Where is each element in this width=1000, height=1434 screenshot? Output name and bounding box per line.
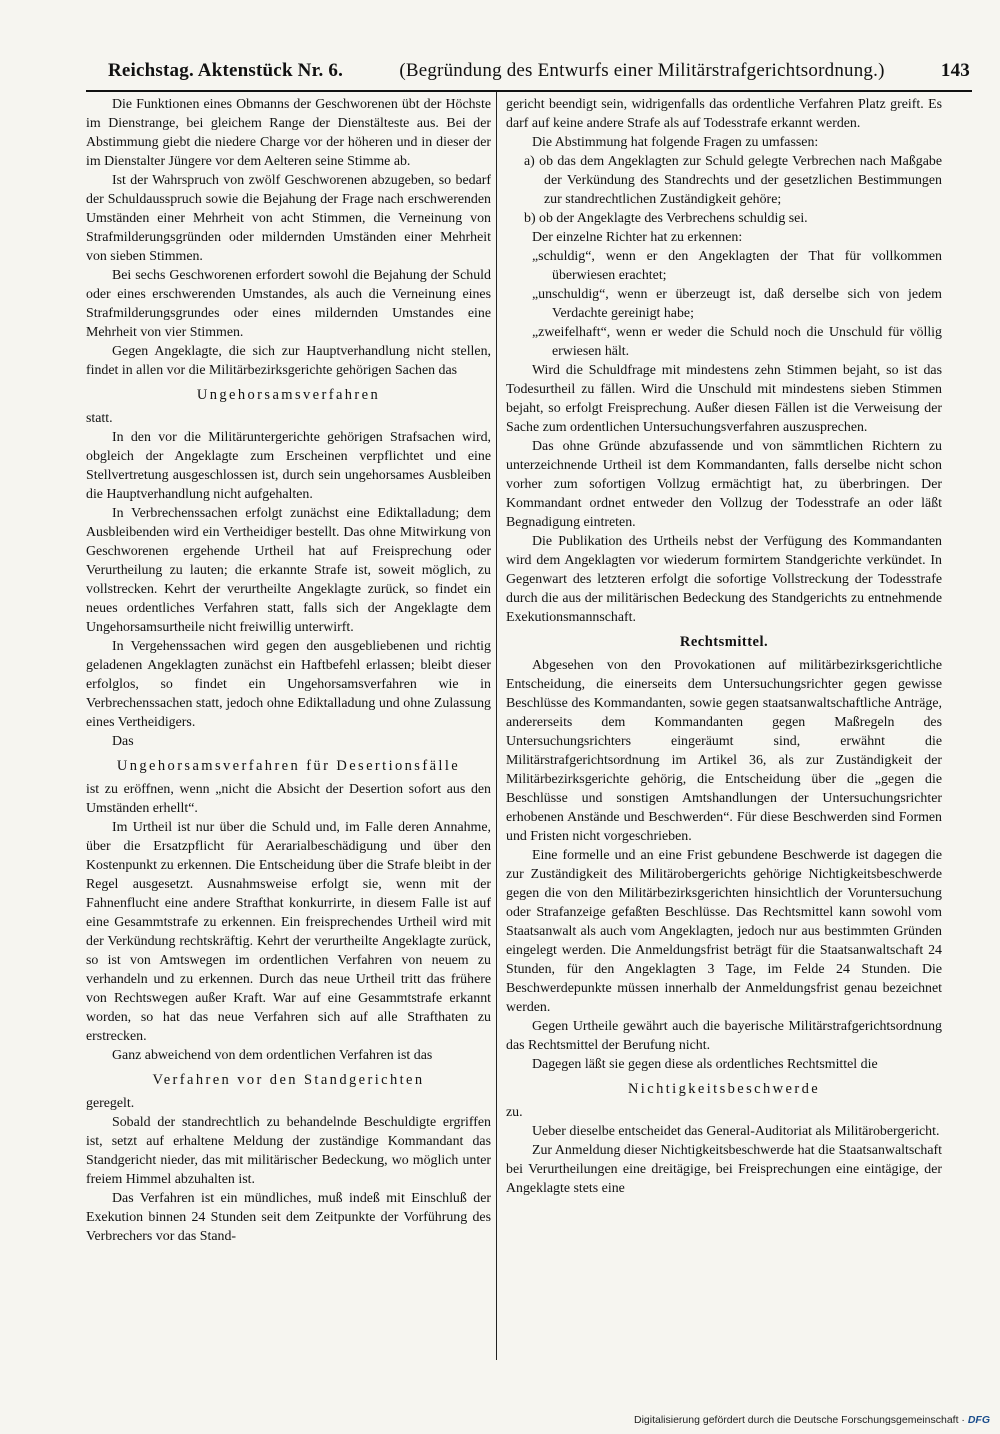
- dfg-logo: DFG: [967, 1414, 990, 1426]
- paragraph: Bei sechs Geschworenen erfordert sowohl die Bejahung der Schuld oder eines erschwerenden Umstandes, als auch die Verneinung eines Strafmilderungsgrundes oder eines mildernden Umstandes eine Mehrheit von vier Stimmen.: [86, 268, 491, 340]
- footer: [634, 1414, 990, 1426]
- paragraph: Gegen Urtheile gewährt auch die bayerische Militärstrafgerichtsordnung das Rechtsmittel der Berufung nicht.: [506, 1019, 942, 1053]
- paragraph: Die Publikation des Urtheils nebst der Verfügung des Kommandanten wird dem Angeklagten vor wiederum formirtem Standgerichte verkündet. In Gegenwart des letzteren erfolgt die sofortige Vollstreckung der Todesstrafe durch die aus der militärischen Bedeckung des Standgerichts zu entnehmende Exekutionsmannschaft.: [506, 534, 942, 625]
- left-column: [86, 95, 491, 1246]
- paragraph: zu.: [506, 1105, 523, 1120]
- paragraph: Der einzelne Richter hat zu erkennen:: [532, 230, 743, 245]
- paragraph: Die Funktionen eines Obmanns der Geschworenen übt der Höchste im Dienstrange, bei gleichem Range der Dienstälteste aus. Bei der Abstimmung giebt die niedere Charge vor der höheren und in dieser der im Dienstalter Jüngere vor dem Aelteren seine Stimme ab.: [86, 97, 491, 169]
- header-subtitle: (Begründung des Entwurfs einer Militärstrafgerichtsordnung.): [399, 60, 885, 81]
- paragraph: ist zu eröffnen, wenn „nicht die Absicht der Desertion sofort aus den Umständen erhellt“.: [86, 782, 491, 816]
- paragraph: Das ohne Gründe abzufassende und von sämmtlichen Richtern zu unterzeichnende Urtheil ist dem Kommandanten, falls derselbe nicht schon vorher zum sofortigen Vollzug ermächtigt hat, zu überbringen. Der Kommandant ordnet entweder den Vollzug der Todesstrafe an oder läßt Begnadigung eintreten.: [506, 439, 942, 530]
- section-heading: Nichtigkeitsbeschwerde: [627, 1081, 821, 1097]
- paragraph: Abgesehen von den Provokationen auf militärbezirksgerichtliche Entscheidung, die einerseits dem Untersuchungsrichter gegen gewisse Beschlüsse des Kommandanten, sowie gegen staatsanwaltschaftliche Anträge, andererseits dem Kommandanten gegen Maßregeln des Untersuchungsrichters eingeräumt sind, erwähnt die Militärstrafgerichtsordnung im Artikel 36, als zur Zuständigkeit der Militärbezirksgerichte gehörig, die Entscheidung über die „gegen die Beschlüsse und sonstigen Amtshandlungen der Untersuchungsrichter erhobenen Anstände und Beschwerden“. Für diese Beschwerden sind Formen und Fristen nicht vorgeschrieben.: [506, 658, 942, 844]
- list-item: „zweifelhaft“, wenn er weder die Schuld noch die Unschuld für völlig erwiesen hält.: [532, 325, 942, 359]
- paragraph: Zur Anmeldung dieser Nichtigkeitsbeschwerde hat die Staatsanwaltschaft bei Verurtheilungen eine dreitägige, bei Freisprechungen eine eintägige, der Angeklagte stets eine: [506, 1143, 942, 1196]
- paragraph: Das Verfahren ist ein mündliches, muß indeß mit Einschluß der Exekution binnen 24 Stunden seit dem Zeitpunkte der Vorführung des Verbrechers vor das Stand-: [86, 1191, 491, 1244]
- paragraph: Eine formelle und an eine Frist gebundene Beschwerde ist dagegen die zur Zuständigkeit des Militärobergerichts gehörige Nichtigkeitsbeschwerde gegen die von den Militärbezirksgerichten hinsichtlich der Voruntersuchung oder Strafanzeige gefaßten Beschlüsse. Das Rechtsmittel kann sowohl vom Staatsanwalt als auch vom Angeklagten, jedoch nur aus bestimmten Gründen eingelegt werden. Die Anmeldungsfrist beträgt für die Staatsanwaltschaft 24 Stunden, für den Angeklagten 3 Tage, im Felde 24 Stunden. Die Beschwerdepunkte müssen innerhalb der Anmeldungsfrist genau bezeichnet werden.: [506, 848, 942, 1015]
- list-item: b) ob der Angeklagte des Verbrechens schuldig sei.: [524, 211, 808, 226]
- paragraph: In Vergehenssachen wird gegen den ausgebliebenen und richtig geladenen Angeklagten zunächst ein Haftbefehl erlassen; bleibt dieser erfolglos, so findet ein Ungehorsamsverfahren wie in Verbrechenssachen statt, jedoch ohne Ediktalladung und ohne Zulassung eines Vertheidigers.: [86, 639, 491, 730]
- section-heading: Rechtsmittel.: [679, 634, 769, 650]
- page-header: [108, 60, 970, 90]
- paragraph: Ueber dieselbe entscheidet das General-Auditoriat als Militärobergericht.: [532, 1124, 940, 1139]
- list-item: „unschuldig“, wenn er überzeugt ist, daß derselbe sich von jedem Verdachte gereinigt habe;: [532, 287, 942, 321]
- section-heading: Verfahren vor den Standgerichten: [152, 1072, 425, 1088]
- header-rule: [86, 90, 972, 92]
- paragraph: Sobald der standrechtlich zu behandelnde Beschuldigte ergriffen ist, setzt auf erhaltene Meldung der zuständige Kommandant das Standgericht nieder, das mit militärischer Bedeckung, wo möglich unter freiem Himmel abzuhalten ist.: [86, 1115, 491, 1187]
- paragraph: Gegen Angeklagte, die sich zur Hauptverhandlung nicht stellen, findet in allen vor die Militärbezirksgerichte gehörigen Sachen das: [86, 344, 491, 378]
- paragraph: Das: [112, 734, 134, 749]
- list-item: a) ob das dem Angeklagten zur Schuld gelegte Verbrechen nach Maßgabe der Verkündung des Standrechts und der gesetzlichen Bestimmungen zur standrechtlichen Zuständigkeit gehöre;: [524, 154, 942, 207]
- paragraph: Ist der Wahrspruch von zwölf Geschworenen abzugeben, so bedarf der Schuldausspruch sowie die Bejahung der Frage nach erschwerenden Umständen einer Mehrheit von acht Stimmen, die Verneinung von Strafmilderungsgründen oder mildernden Umständen einer Mehrheit von sieben Stimmen.: [86, 173, 491, 264]
- paragraph: In Verbrechenssachen erfolgt zunächst eine Ediktalladung; dem Ausbleibenden wird ein Vertheidiger bestellt. Das ohne Mitwirkung von Geschworenen ergehende Urtheil hat auf Freisprechung oder Verurtheilung zu lauten; die erkannte Strafe ist, soweit möglich, zu vollstrecken. Kehrt der verurtheilte Angeklagte zurück, so findet ein neues ordentliches Verfahren statt, falls sich der Angeklagte dem Ungehorsamsurtheile nicht freiwillig unterwirft.: [86, 506, 491, 635]
- paragraph: Wird die Schuldfrage mit mindestens zehn Stimmen bejaht, so ist das Todesurtheil zu fällen. Wird die Unschuld mit mindestens sieben Stimmen bejaht, so erfolgt Freisprechung. Außer diesen Fällen ist die Verweisung der Sache zum ordentlichen Untersuchungsverfahren auszusprechen.: [506, 363, 942, 435]
- section-heading: Ungehorsamsverfahren für Desertionsfälle: [116, 758, 461, 774]
- section-heading: Ungehorsamsverfahren: [196, 387, 381, 403]
- paragraph: Die Abstimmung hat folgende Fragen zu umfassen:: [532, 135, 819, 150]
- page-number: 143: [940, 60, 970, 81]
- footer-text: Digitalisierung gefördert durch die Deutsche Forschungsgemeinschaft ·: [633, 1414, 965, 1426]
- paragraph: In den vor die Militäruntergerichte gehörigen Strafsachen wird, obgleich der Angeklagte zum Erscheinen verpflichtet und eine Stellvertretung ausgeschlossen ist, durch sein ungehorsames Ausbleiben die Hauptverhandlung nicht aufgehalten.: [86, 430, 491, 502]
- paragraph: statt.: [86, 411, 113, 426]
- paragraph: Ganz abweichend von dem ordentlichen Verfahren ist das: [112, 1048, 433, 1063]
- paragraph: Im Urtheil ist nur über die Schuld und, im Falle deren Annahme, über die Ersatzpflicht für Aerarialbeschädigung und über den Kostenpunkt zu erkennen. Die Entscheidung über die Strafe bleibt in der Regel ausgesetzt. Ausnahmsweise erfolgt sie, wenn mit der Fahnenflucht eine andere Strafthat konkurrirte, in diesem Falle ist auf eine Gesammtstrafe zu erkennen. Ein freisprechendes Urtheil wird mit der Verkündung rechtskräftig. Kehrt der verurtheilte Angeklagte zurück, so ist von Amtswegen im ordentlichen Verfahren von neuem zu verhandeln und zu erkennen. Durch das neue Urtheil tritt das frühere von Rechtswegen außer Kraft. War auf eine Gesammtstrafe erkannt worden, so hat das neue Verfahren sich auf alle Strafthaten zu erstrecken.: [86, 820, 491, 1044]
- paragraph: geregelt.: [86, 1096, 135, 1111]
- right-column: [506, 95, 942, 1198]
- header-title: Reichstag. Aktenstück Nr. 6.: [108, 60, 344, 81]
- paragraph: gericht beendigt sein, widrigenfalls das ordentliche Verfahren Platz greift. Es darf auf keine andere Strafe als auf Todesstrafe erkannt werden.: [506, 97, 942, 131]
- column-divider: [496, 92, 497, 1360]
- list-item: „schuldig“, wenn er den Angeklagten der That für vollkommen überwiesen erachtet;: [532, 249, 942, 283]
- paragraph: Dagegen läßt sie gegen diese als ordentliches Rechtsmittel die: [532, 1057, 878, 1072]
